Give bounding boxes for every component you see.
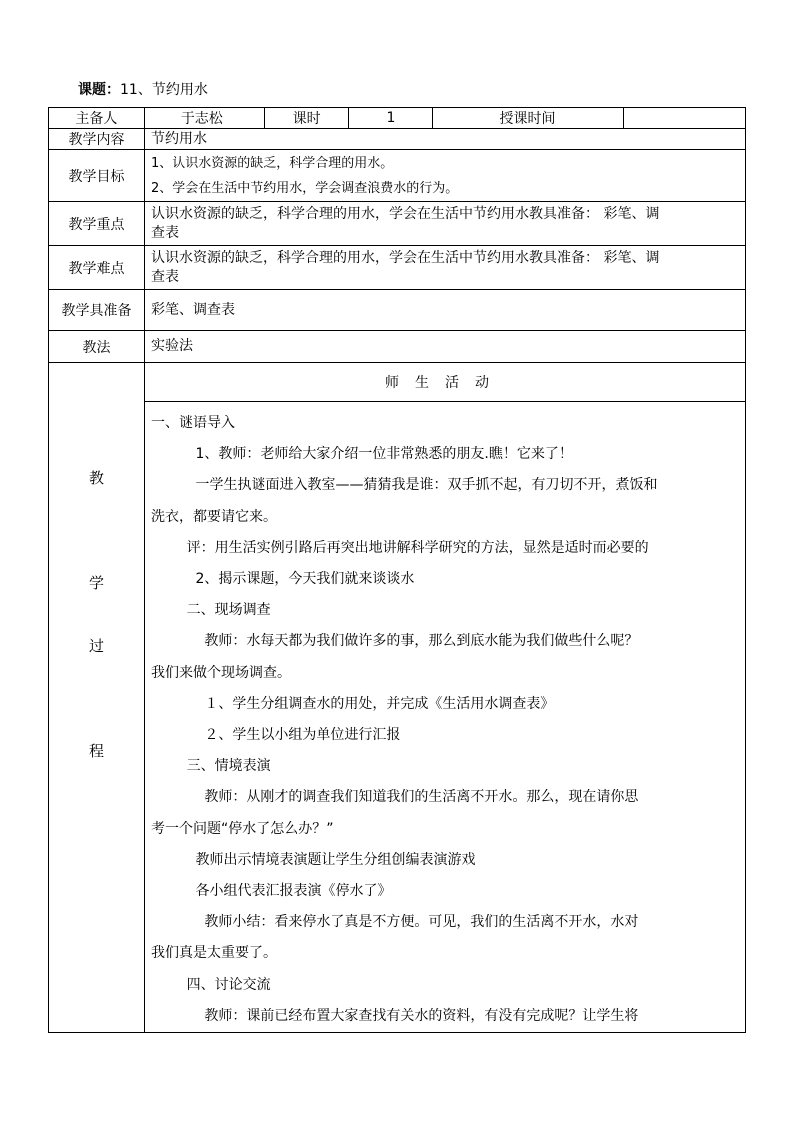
activity-lines xyxy=(145,402,745,1032)
activity-line: 教师出示情境表演题让学生分组创编表演游戏 xyxy=(151,851,476,868)
process-label-char-4: 程 xyxy=(88,742,104,760)
lesson-plan-table xyxy=(48,107,746,1033)
activity-line: 1、教师：老师给大家介绍一位非常熟悉的朋友.瞧！它来了！ xyxy=(151,446,573,463)
preparer-label: 主备人 xyxy=(49,108,145,128)
activity-line: 四、讨论交流 xyxy=(151,976,271,993)
header-row xyxy=(49,108,746,129)
process-label-char-2: 学 xyxy=(88,574,104,592)
process-label-char-1: 教 xyxy=(88,469,104,487)
process-label-char-3: 过 xyxy=(88,637,104,655)
process-content xyxy=(145,363,746,1033)
method-label: 教法 xyxy=(49,331,145,363)
tools-value: 彩笔、调查表 xyxy=(145,290,746,331)
goal-line-2: 2、学会在生活中节约用水，学会调查浪费水的行为。 xyxy=(151,180,459,196)
activity-line: 教师：课前已经布置大家查找有关水的资料，有没有完成呢？让学生将 xyxy=(151,1007,639,1024)
content-label: 教学内容 xyxy=(49,129,145,150)
lesson-title xyxy=(78,80,208,100)
periods-value: 1 xyxy=(349,108,434,128)
activity-line: 一、谜语导入 xyxy=(151,415,235,431)
activity-line: 评：用生活实例引路后再突出地讲解科学研究的方法，显然是适时而必要的 xyxy=(151,539,649,556)
key-point-value xyxy=(145,202,746,246)
tools-label: 教学具准备 xyxy=(49,290,145,331)
method-value: 实验法 xyxy=(145,331,746,363)
activity-line: 各小组代表汇报表演《停水了》 xyxy=(151,883,392,900)
difficulty-line-2: 查表 xyxy=(151,268,179,285)
goal-value xyxy=(145,150,746,202)
time-label: 授课时间 xyxy=(433,108,624,128)
activity-line: 教师：从刚才的调查我们知道我们的生活离不开水。那么，现在请你思 xyxy=(151,789,639,806)
activity-line: １、学生分组调查水的用处，并完成《生活用水调查表》 xyxy=(151,695,555,712)
difficulty-line-1: 认识水资源的缺乏，科学合理的用水，学会在生活中节约用水教具准备： 彩笔、调 xyxy=(151,249,660,266)
difficulty-label: 教学难点 xyxy=(49,246,145,290)
activity-line: 考一个问题“停水了怎么办？” xyxy=(151,820,334,837)
activity-line: 教师：水每天都为我们做许多的事，那么到底水能为我们做些什么呢？ xyxy=(151,633,639,650)
activity-line: 我们真是太重要了。 xyxy=(151,945,277,962)
activity-line: 我们来做个现场调查。 xyxy=(151,664,291,681)
key-point-line-1: 认识水资源的缺乏，科学合理的用水，学会在生活中节约用水教具准备： 彩笔、调 xyxy=(151,205,660,222)
lesson-title-text: 11、节约用水 xyxy=(120,82,208,98)
activity-line: 洗衣，都要请它来。 xyxy=(151,508,277,525)
activity-line: 一学生执谜面进入教室——猜猜我是谁：双手抓不起，有刀切不开，煮饭和 xyxy=(151,477,658,494)
process-label xyxy=(49,363,145,1033)
preparer-value: 于志松 xyxy=(145,108,265,128)
time-value xyxy=(624,108,745,128)
periods-label: 课时 xyxy=(265,108,349,128)
difficulty-value xyxy=(145,246,746,290)
activity-line: ２、学生以小组为单位进行汇报 xyxy=(151,727,401,744)
key-point-label: 教学重点 xyxy=(49,202,145,246)
content-value: 节约用水 xyxy=(145,129,746,150)
activity-line: 三、情境表演 xyxy=(151,758,271,775)
activity-header: 师生活动 xyxy=(145,363,745,402)
activity-line: 教师小结：看来停水了真是不方便。可见，我们的生活离不开水，水对 xyxy=(151,914,639,931)
activity-line: 二、现场调查 xyxy=(151,602,271,619)
goal-label: 教学目标 xyxy=(49,150,145,202)
lesson-title-label: 课题： xyxy=(78,82,120,98)
key-point-line-2: 查表 xyxy=(151,224,179,241)
goal-line-1: 1、认识水资源的缺乏，科学合理的用水。 xyxy=(151,155,394,171)
activity-line: 2、揭示课题，今天我们就来谈谈水 xyxy=(151,571,415,588)
